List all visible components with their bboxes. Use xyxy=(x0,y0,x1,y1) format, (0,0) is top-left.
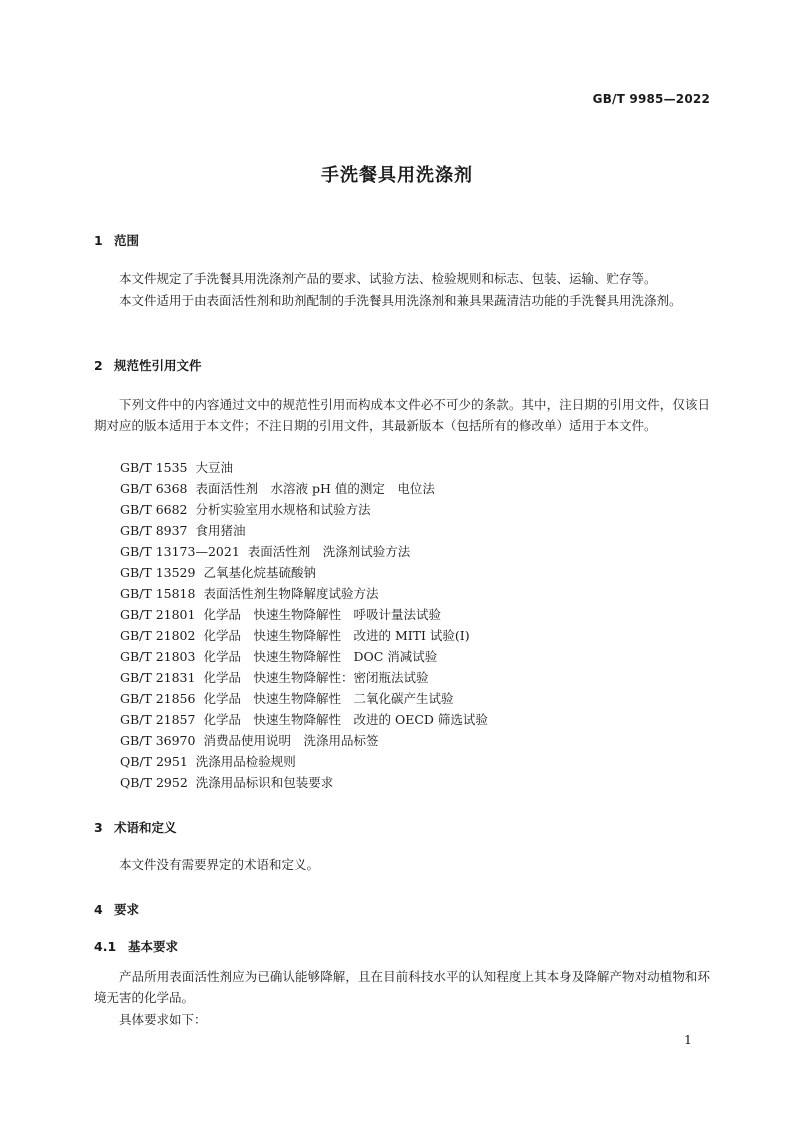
reference-item xyxy=(120,667,488,688)
reference-code: GB/T 1535 xyxy=(120,460,188,475)
reference-code: GB/T 21856 xyxy=(120,691,196,706)
reference-item xyxy=(120,709,488,730)
reference-title: 洗涤用品标识和包装要求 xyxy=(195,775,334,790)
reference-title: 表面活性剂 水溶液 pH 值的测定 电位法 xyxy=(195,481,435,496)
reference-code: GB/T 15818 xyxy=(120,586,196,601)
section-number: 4 xyxy=(94,902,103,917)
reference-code: GB/T 6682 xyxy=(120,502,188,517)
reference-list xyxy=(120,457,488,793)
section-1-heading xyxy=(94,231,139,249)
reference-item xyxy=(120,541,488,562)
section-title: 基本要求 xyxy=(128,939,179,954)
scope-paragraph-1: 本文件规定了手洗餐具用洗涤剂产品的要求、试验方法、检验规则和标志、包装、运输、贮存等。 xyxy=(119,271,657,286)
section-title: 范围 xyxy=(114,233,140,248)
reference-item xyxy=(120,688,488,709)
reference-item xyxy=(120,562,488,583)
scope-paragraph-2: 本文件适用于由表面活性剂和助剂配制的手洗餐具用洗涤剂和兼具果蔬清洁功能的手洗餐具用洗涤剂。 xyxy=(119,293,682,308)
reference-title: 化学品 快速生物降解性 二氧化碳产生试验 xyxy=(203,691,454,706)
reference-code: GB/T 21803 xyxy=(120,649,196,664)
document-title: 手洗餐具用洗涤剂 xyxy=(321,165,473,186)
reference-title: 化学品 快速生物降解性 改进的 OECD 筛选试验 xyxy=(203,712,488,727)
reference-title: 化学品 快速生物降解性 改进的 MITI 试验(I) xyxy=(203,628,470,643)
section-number: 1 xyxy=(94,233,103,248)
section-4-heading xyxy=(94,900,139,918)
reference-title: 消费品使用说明 洗涤用品标签 xyxy=(203,733,379,748)
reference-item xyxy=(120,625,488,646)
reference-code: GB/T 13173—2021 xyxy=(120,544,240,559)
reference-item xyxy=(120,499,488,520)
reference-code: GB/T 21831 xyxy=(120,670,196,685)
reference-title: 洗涤用品检验规则 xyxy=(195,754,296,769)
reference-title: 分析实验室用水规格和试验方法 xyxy=(195,502,371,517)
reference-code: GB/T 6368 xyxy=(120,481,188,496)
reference-item xyxy=(120,457,488,478)
reference-item xyxy=(120,478,488,499)
section-title: 规范性引用文件 xyxy=(114,358,202,373)
section-number: 3 xyxy=(94,820,103,835)
references-intro: 下列文件中的内容通过文中的规范性引用而构成本文件必不可少的条款。其中，注日期的引用文件，仅该日期对应的版本适用于本文件；不注日期的引用文件，其最新版本（包括所有的修改单）适用于本文件。 xyxy=(94,397,710,433)
requirements-paragraph-1: 产品所用表面活性剂应为已确认能够降解，且在目前科技水平的认知程度上其本身及降解产物对动植物和环境无害的化学品。 xyxy=(94,969,710,1005)
reference-code: QB/T 2951 xyxy=(120,754,188,769)
reference-title: 大豆油 xyxy=(195,460,234,475)
section-3-heading xyxy=(94,818,177,836)
requirements-paragraph-2: 具体要求如下： xyxy=(119,1012,207,1027)
section-title: 术语和定义 xyxy=(114,820,177,835)
page-number: 1 xyxy=(684,1032,692,1047)
reference-code: GB/T 21801 xyxy=(120,607,196,622)
reference-title: 化学品 快速生物降解性 呼吸计量法试验 xyxy=(203,607,441,622)
reference-item xyxy=(120,646,488,667)
reference-code: GB/T 36970 xyxy=(120,733,196,748)
reference-code: GB/T 8937 xyxy=(120,523,188,538)
section-2-heading xyxy=(94,356,202,374)
reference-item xyxy=(120,772,488,793)
reference-title: 表面活性剂 洗涤剂试验方法 xyxy=(247,544,411,559)
reference-title: 表面活性剂生物降解度试验方法 xyxy=(203,586,379,601)
reference-code: GB/T 21857 xyxy=(120,712,196,727)
reference-item xyxy=(120,751,488,772)
reference-title: 化学品 快速生物降解性 DOC 消减试验 xyxy=(203,649,438,664)
reference-code: GB/T 13529 xyxy=(120,565,196,580)
reference-item xyxy=(120,520,488,541)
reference-item xyxy=(120,730,488,751)
section-number: 4.1 xyxy=(94,939,117,954)
standard-code: GB/T 9985—2022 xyxy=(592,92,710,106)
section-4-1-heading xyxy=(94,937,178,955)
reference-title: 食用猪油 xyxy=(195,523,246,538)
reference-title: 化学品 快速生物降解性：密闭瓶法试验 xyxy=(203,670,429,685)
reference-item xyxy=(120,604,488,625)
terms-paragraph: 本文件没有需要界定的术语和定义。 xyxy=(119,857,320,872)
reference-title: 乙氧基化烷基硫酸钠 xyxy=(203,565,316,580)
section-title: 要求 xyxy=(114,902,140,917)
reference-code: QB/T 2952 xyxy=(120,775,188,790)
section-number: 2 xyxy=(94,358,103,373)
reference-code: GB/T 21802 xyxy=(120,628,196,643)
reference-item xyxy=(120,583,488,604)
